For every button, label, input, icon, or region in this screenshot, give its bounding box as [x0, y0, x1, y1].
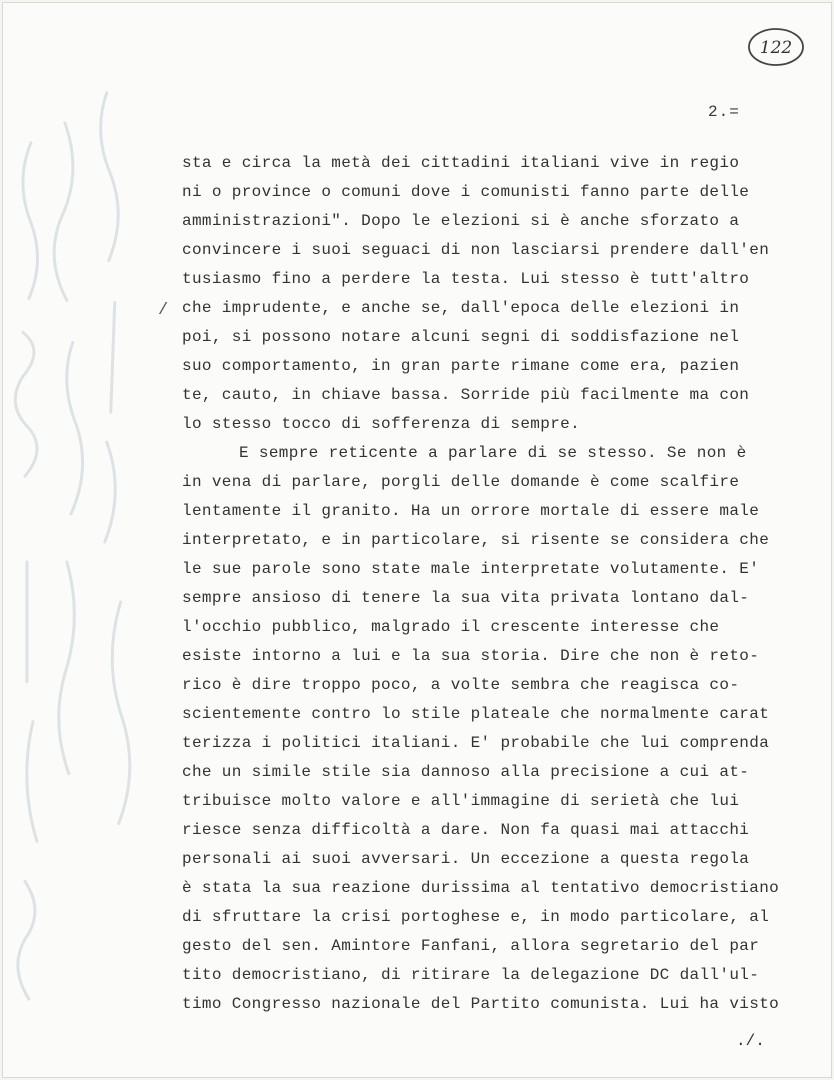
text-line: tito democristiano, di ritirare la delegazione DC dall'ul-	[182, 966, 760, 984]
text-line: rico è dire troppo poco, a volte sembra che reagisca co-	[182, 676, 740, 694]
text-line: scientemente contro lo stile plateale che normalmente carat	[182, 705, 770, 723]
text-line: convincere i suoi seguaci di non lasciarsi prendere dall'en	[182, 241, 770, 259]
text-line: lo stesso tocco di sofferenza di sempre.	[182, 415, 581, 433]
text-line: di sfruttare la crisi portoghese e, in modo particolare, al	[182, 908, 770, 926]
text-line: terizza i politici italiani. E' probabile che lui comprenda	[182, 734, 770, 752]
text-line: l'occhio pubblico, malgrado il crescente interesse che	[182, 618, 720, 636]
text-line: timo Congresso nazionale del Partito comunista. Lui ha visto	[182, 995, 780, 1013]
margin-annotation: /	[158, 301, 169, 320]
text-line: tribuisce molto valore e all'immagine di serietà che lui	[182, 792, 740, 810]
text-line: personali ai suoi avversari. Un eccezione a questa regola	[182, 850, 750, 868]
text-line: lentamente il granito. Ha un orrore mortale di essere male	[182, 502, 760, 520]
text-line: sta e circa la metà dei cittadini italiani vive in regio	[182, 154, 740, 172]
text-line: esiste intorno a lui e la sua storia. Dire che non è reto-	[182, 647, 760, 665]
text-line: riesce senza difficoltà a dare. Non fa quasi mai attacchi	[182, 821, 750, 839]
text-line: te, cauto, in chiave bassa. Sorride più facilmente ma con	[182, 386, 750, 404]
typewritten-page	[2, 2, 832, 1078]
body-text	[182, 149, 802, 1019]
page-number-stamp	[747, 27, 805, 67]
text-line: che imprudente, e anche se, dall'epoca delle elezioni in	[182, 299, 740, 317]
text-line: suo comportamento, in gran parte rimane come era, pazien	[182, 357, 740, 375]
text-line: ni o province o comuni dove i comunisti fanno parte delle	[182, 183, 750, 201]
continuation-mark: ./.	[736, 1032, 765, 1050]
text-line: è stata la sua reazione durissima al tentativo democristiano	[182, 879, 780, 897]
text-line: amministrazioni". Dopo le elezioni si è anche sforzato a	[182, 212, 740, 230]
text-line: le sue parole sono state male interpretate volutamente. E'	[182, 560, 760, 578]
text-line: tusiasmo fino a perdere la testa. Lui stesso è tutt'altro	[182, 270, 750, 288]
text-line: sempre ansioso di tenere la sua vita privata lontano dal-	[182, 589, 750, 607]
text-line: gesto del sen. Amintore Fanfani, allora segretario del par	[182, 937, 760, 955]
paragraph-first-line: E sempre reticente a parlare di se stesso. Se non è	[239, 444, 747, 462]
text-line: in vena di parlare, porgli delle domande è come scalfire	[182, 473, 740, 491]
text-line: che un simile stile sia dannoso alla precisione a cui at-	[182, 763, 750, 781]
text-line: interpretato, e in particolare, si risente se considera che	[182, 531, 770, 549]
stamp-number-text: 122	[759, 38, 793, 58]
text-line: poi, si possono notare alcuni segni di soddisfazione nel	[182, 328, 740, 346]
page-number: 2.=	[708, 103, 740, 121]
